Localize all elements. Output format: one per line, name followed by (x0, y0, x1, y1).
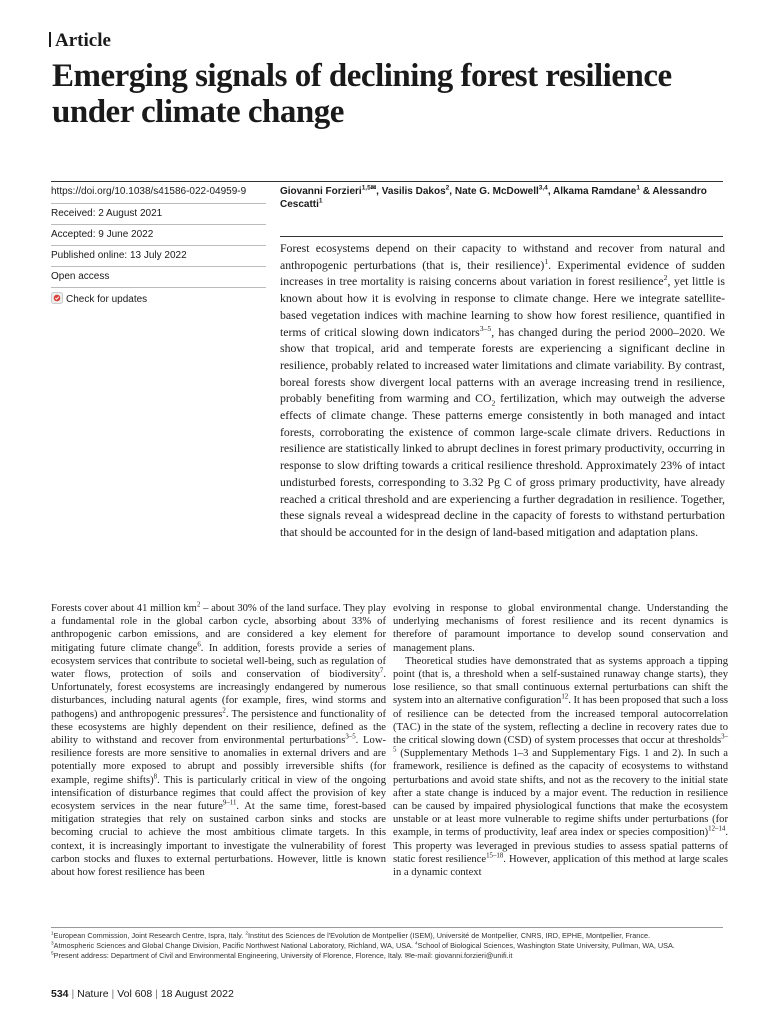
reference-mark[interactable]: 15–18 (486, 852, 504, 860)
affiliation-mark: 2 (445, 184, 450, 192)
page-footer: 534 | Nature | Vol 608 | 18 August 2022 (51, 988, 234, 1000)
reference-mark[interactable]: 12–14 (708, 825, 726, 833)
volume: Vol 608 (117, 988, 153, 1000)
author-name[interactable]: , Vasilis Dakos (376, 186, 446, 197)
reference-mark[interactable]: 12 (561, 693, 569, 701)
article-label: Article (55, 30, 111, 51)
page-number: 534 (51, 988, 69, 1000)
reference-mark[interactable]: 3–5 (393, 733, 728, 754)
body-column-left: Forests cover about 41 million $km^2$ – about 30% of the land surface. They play a fundamental role in the global carbon cycle, absorbing about 33% of anthropogenic carbon emissions, and are considered a key element for mitigating future climate change$^6$. In addition, forests provide a series of ecosystem services that contribute to societal well-being, such as regulation of water flows, protection of soils and conservation of biodiversity$^7$. Unfortunately, forest ecosystems are increasingly endangered by numerous disturbances, including natural agents (for example, fires, wind storms and pathogens) and anthropogenic pressures$^2$. The persistence and functionality of these ecosystems are highly dependent on their resilience, defined as the ability to withstand and recover from environmental perturbations$^{3-5}$. Low-resilience forests are more sensitive to anomalies in external drivers and are potentially more exposed to abrupt and possibly irreversible shifts (for example, regime shifts)$^8$. This is particularly critical in view of the ongoing intensification of disturbance regimes that could affect the provision of key ecosystem services in the near future$^{9-11}$. At the same time, forest-based mitigation strategies that rely on sustained carbon sinks and stocks are becoming crucial to achieve the most ambitious climate targets. In this context, it is increasingly important to investigate the vulnerability of forest carbon stocks and fluxes to external perturbations. However, little is known about how forest resilience has been (51, 601, 387, 879)
reference-mark[interactable]: 8 (153, 773, 158, 781)
author-name[interactable]: , Nate G. McDowell (449, 186, 539, 197)
author-name[interactable]: , Alkama Ramdane (547, 186, 637, 197)
accepted-date: Accepted: 9 June 2022 (51, 229, 154, 240)
open-access-label: Open access (51, 271, 110, 282)
abstract-rule (280, 236, 723, 237)
title-rule (51, 181, 723, 182)
corresponding-email[interactable]: ✉e-mail: giovanni.forzieri@unifi.it (404, 951, 513, 960)
affiliation-mark: 1,5✉ (361, 184, 377, 192)
meta-divider (51, 287, 266, 288)
issue-date: 18 August 2022 (160, 988, 234, 1000)
abstract: Forest ecosystems depend on their capacity to withstand and recover from natural and anthropogenic perturbations (that is, their resilience)$^1$. Experimental evidence of sudden increases in tree mortality is raising concerns about variation in forest resilience$^2$, yet little is known about how it is evolving in response to climate change. Here we integrate satellite-based vegetation indices with machine learning to show how forest resilience, quantified in terms of critical slowing down indicators$^{3-5}$, has changed during the period 2000–2020. We show that tropical, arid and temperate forests are experiencing a significant decline in resilience, probably related to increased water limitations and climate variability. By contrast, boreal forests show divergent local patterns with an average increasing trend in resilience, probably benefiting from warming and $CO_2$ fertilization, which may outweigh the adverse effects of climate change. These patterns emerge consistently in both managed and intact forests, corroborating the existence of common large-scale climate drivers. Reductions in resilience are statistically linked to abrupt declines in forest primary productivity, occurring in response to slow drifting towards a critical resilience threshold. Approximately 23% of intact undisturbed forests, corresponding to 3.32 Pg C of gross primary productivity, have already reached a critical threshold and are experiencing a further degradation in resilience. Together, these signals reveal a widespread decline in the capacity of forests to withstand perturbation that should be accounted for in the design of land-based mitigation and adaptation plans. (280, 241, 726, 539)
doi-link[interactable]: https://doi.org/10.1038/s41586-022-04959-9 (51, 186, 247, 197)
meta-divider (51, 203, 266, 204)
paragraph: Theoretical studies have demonstrated that as systems approach a tipping point (that is, a threshold when a self-sustained runaway change starts), they lose resilience, so that small continuous external perturbations can shift the system into an alternative configuration$^{12}$. It has been proposed that such a loss of resilience can be detected from the increased temporal autocorrelation (TAC) in the state of the system, reflecting a decline in recovery rates due to the critical slowing down (CSD) of system processes that occur at thresholds$^{3-5}$ (Supplementary Methods 1–3 and Supplementary Figs. 1 and 2). In such a framework, resilience is defined as the capacity of ecosystems to withstand perturbations and avoid state shifts, and not as the recovery to the initial state after a state change is induced by a major event. The reduction in resilience can be caused by impaired physiological functions that make the ecosystem unstable or at least more vulnerable to regime shifts under perturbations (for example, in terms of productivity, leaf area index or species composition)$^{12-14}$. This property was leveraged in previous studies to assess spatial patterns of static forest resilience$^{15-18}$. However, application of this method at large scales in a dynamic context (393, 655, 728, 879)
author-list (280, 186, 720, 211)
affiliation-mark: 1 (318, 197, 323, 205)
reference-mark[interactable]: 7 (379, 667, 384, 675)
affiliation-mark: 3,4 (538, 184, 548, 192)
received-date: Received: 2 August 2021 (51, 208, 163, 219)
reference-mark[interactable]: 9–11 (222, 799, 237, 807)
paragraph: evolving in response to global environmental change. Understanding the underlying mechanisms of forest resilience and its recent dynamics is therefore of paramount importance to develop sound conservation and management plans. (393, 603, 728, 654)
reference-mark[interactable]: 2 (663, 273, 668, 283)
affiliations: $^1$European Commission, Joint Research Centre, Ispra, Italy. $^2$Institut des Sciences de l'Evolution de Montpellier (ISEM), Université de Montpellier, CNRS, IRD, EPHE, Montpellier, France. $^3$Atmospheric Sciences and Global Change Division, Pacific Northwest National Laboratory, Richland, WA, USA. $^4$School of Biological Sciences, Washington State University, Pullman, WA, USA. $^5$Present address: Department of Civil and Environmental Engineering, University of Florence, Florence, Italy. ✉e-mail: giovanni.forzieri@unifi.it (51, 931, 675, 960)
check-updates-link[interactable] (51, 292, 266, 306)
author-name[interactable]: Giovanni Forzieri (280, 186, 362, 197)
meta-divider (51, 224, 266, 225)
reference-mark[interactable]: 2 (222, 707, 226, 715)
meta-divider (51, 266, 266, 267)
reference-mark[interactable]: 3–5 (345, 733, 356, 741)
check-updates-label: Check for updates (66, 294, 148, 305)
reference-mark[interactable]: 6 (197, 641, 201, 649)
author-name[interactable]: & Alessandro Cescatti (280, 186, 707, 210)
published-date: Published online: 13 July 2022 (51, 250, 187, 261)
affiliation-mark: 1 (636, 184, 640, 192)
reference-mark[interactable]: 1 (544, 256, 549, 266)
article-label-bar (49, 32, 51, 47)
check-updates-icon (51, 292, 63, 304)
footnote-rule (51, 927, 723, 928)
meta-divider (51, 245, 266, 246)
journal-name: Nature (77, 988, 109, 1000)
reference-mark[interactable]: 3–5 (479, 323, 492, 333)
article-title: Emerging signals of declining forest resilience under climate change (52, 58, 672, 130)
body-column-right (393, 602, 728, 879)
